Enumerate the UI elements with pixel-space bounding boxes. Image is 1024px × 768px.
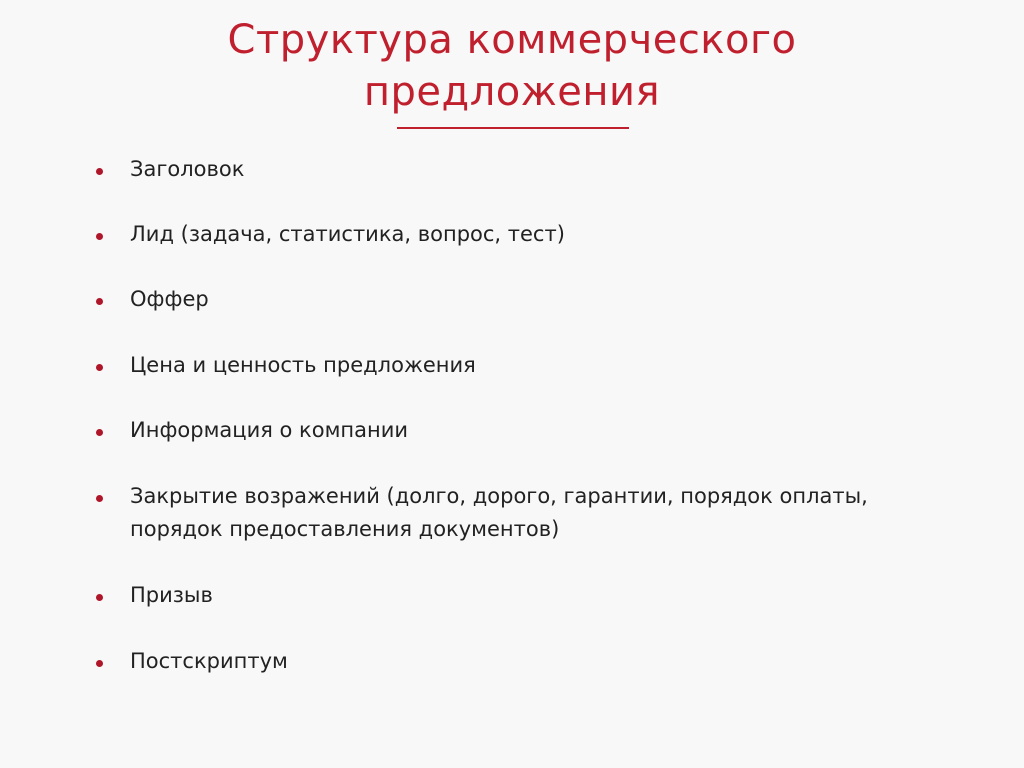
bullet-text-line-1: Закрытие возражений (долго, дорого, гарантии, порядок оплаты, — [130, 484, 868, 508]
slide-title-line-2: предложения — [363, 69, 661, 115]
bullet-dot-icon — [96, 298, 103, 305]
title-underline — [397, 127, 629, 129]
bullet-text: Информация о компании — [130, 418, 409, 442]
bullet-dot-icon — [96, 233, 103, 240]
bullet-dot-icon — [96, 168, 103, 175]
bullet-text: Заголовок — [130, 157, 245, 181]
bullet-dot-icon — [96, 594, 103, 601]
bullet-text-line-2: порядок предоставления документов) — [130, 517, 560, 541]
bullet-text: Постскриптум — [130, 649, 288, 673]
bullet-text-multiline — [130, 480, 930, 546]
bullet-text: Цена и ценность предложения — [130, 353, 476, 377]
bullet-text: Призыв — [130, 583, 213, 607]
bullet-dot-icon — [96, 660, 103, 667]
bullet-dot-icon — [96, 364, 103, 371]
bullet-text: Оффер — [130, 287, 209, 311]
bullet-dot-icon — [96, 495, 103, 502]
bullet-text: Лид (задача, статистика, вопрос, тест) — [130, 222, 565, 246]
bullet-dot-icon — [96, 429, 103, 436]
slide-title-line-1: Структура коммерческого — [227, 17, 797, 63]
slide-title — [0, 14, 1024, 118]
